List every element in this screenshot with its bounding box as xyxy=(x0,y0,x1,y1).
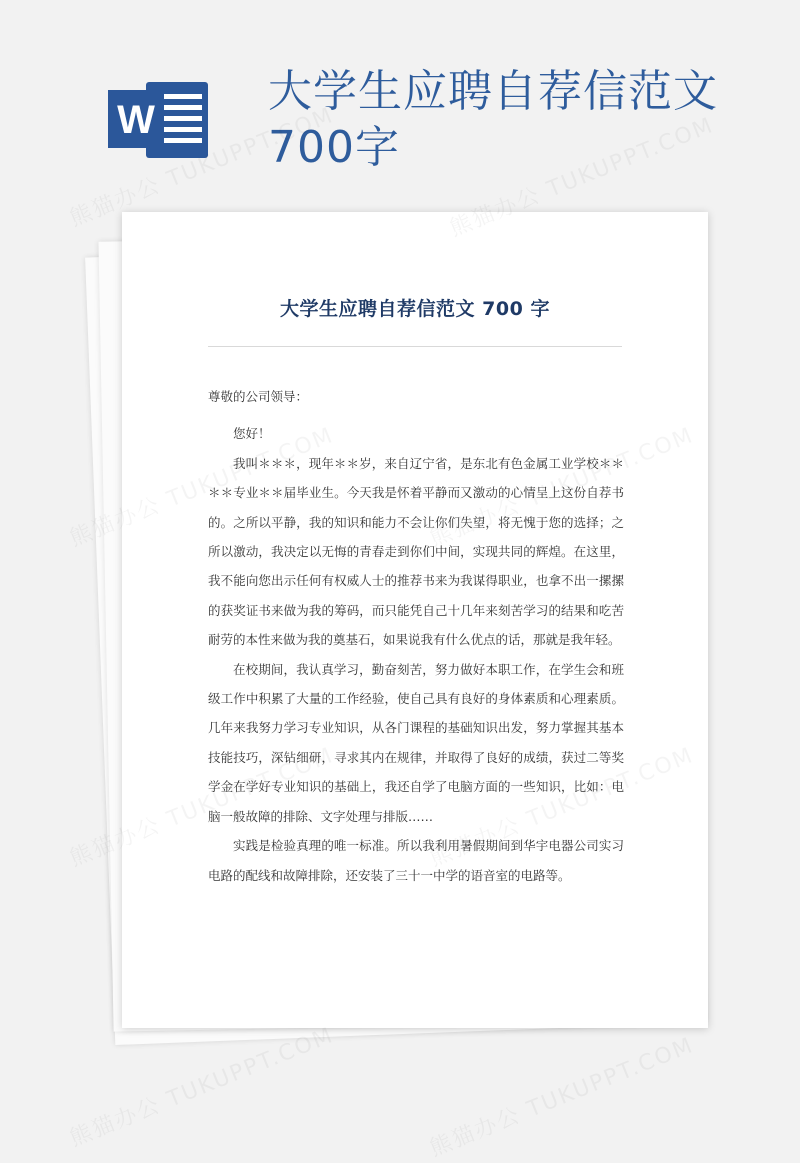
body-paragraph: 在校期间，我认真学习，勤奋刻苦，努力做好本职工作，在学生会和班级工作中积累了大量的工作经验，使自己具有良好的身体素质和心理素质。几年来我努力学习专业知识，从各门课程的基础知识出发，努力掌握其基本技能技巧，深钻细研，寻求其内在规律，并取得了良好的成绩，获过二等奖学金在学好专业知识的基础上，我还自学了电脑方面的一些知识，比如：电脑一般故障的排除、文字处理与排版…… xyxy=(208,661,624,824)
title-divider xyxy=(208,346,622,347)
logo-letter: W xyxy=(117,98,155,142)
header-title-line2: 700字 xyxy=(268,122,400,173)
greeting: 您好！ xyxy=(233,426,271,442)
document-page xyxy=(122,212,708,1028)
word-icon xyxy=(108,78,212,162)
body-paragraph: 我叫＊＊＊，现年＊＊岁，来自辽宁省，是东北有色金属工业学校＊＊＊＊专业＊＊届毕业生。今天我是怀着平静而又激动的心情呈上这份自荐书的。之所以平静，我的知识和能力不会让你们失望，将无愧于您的选择；之所以激动，我决定以无悔的青春走到你们中间，实现共同的辉煌。在这里，我不能向您出示任何有权威人士的推荐书来为我谋得职业，也拿不出一摞摞的获奖证书来做为我的筹码，而只能凭自己十几年来刻苦学习的结果和吃苦耐劳的本性来做为我的奠基石，如果说我有什么优点的话，那就是我年轻。 xyxy=(208,455,624,648)
body-paragraph: 实践是检验真理的唯一标准。所以我利用暑假期间到华宇电器公司实习电路的配线和故障排除，还安装了三十一中学的语音室的电路等。 xyxy=(208,838,624,883)
header-title-line1: 大学生应聘自荐信范文 xyxy=(268,66,718,117)
document-body xyxy=(208,382,624,890)
salutation: 尊敬的公司领导： xyxy=(208,389,309,404)
header-title xyxy=(268,64,768,176)
watermark xyxy=(424,1028,698,1163)
document-title: 大学生应聘自荐信范文 700 字 xyxy=(280,298,550,320)
